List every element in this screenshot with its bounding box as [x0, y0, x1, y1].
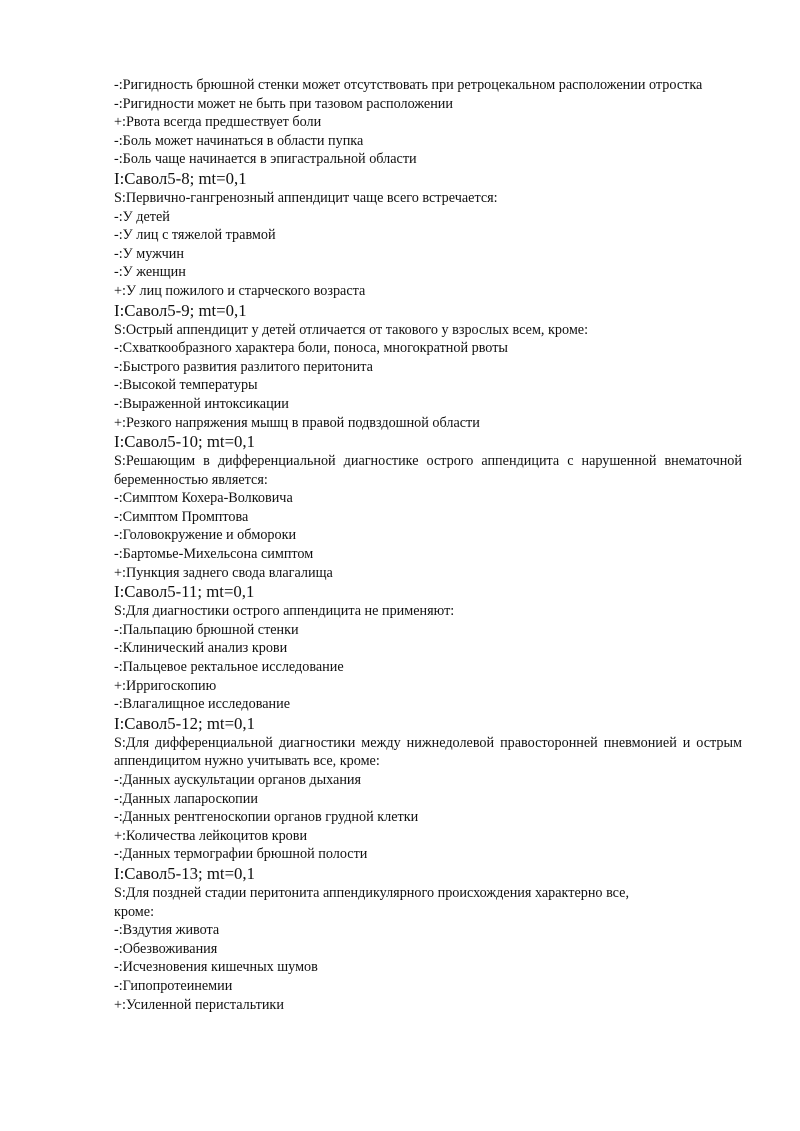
question-text: S:Первично-гангренозный аппендицит чаще всего встречается:: [114, 189, 498, 206]
answer-option: -:Бартомье-Михельсона симптом: [114, 546, 314, 563]
answer-option: -:У детей: [114, 208, 170, 225]
question-id: I:Савол5-10; mt=0,1: [114, 432, 256, 452]
answer-option: -:Пальпацию брюшной стенки: [114, 621, 299, 638]
answer-option: -:Высокой температуры: [114, 377, 258, 394]
answer-option: -:Головокружение и обмороки: [114, 527, 297, 544]
answer-option: -:Гипопротеинемии: [114, 977, 233, 994]
answer-option-correct: +:Усиленной перистальтики: [114, 996, 284, 1013]
question-text: S:Для диагностики острого аппендицита не применяют:: [114, 603, 455, 620]
question-id: I:Савол5-9; mt=0,1: [114, 300, 247, 320]
answer-option: -:Боль может начинаться в области пупка: [114, 132, 364, 149]
question-id: I:Савол5-13; mt=0,1: [114, 863, 256, 883]
answer-option-correct: +:Количества лейкоцитов крови: [114, 827, 308, 844]
answer-option-correct: +:Ирригоскопию: [114, 677, 217, 694]
answer-option: -:Данных аускультации органов дыхания: [114, 772, 362, 788]
answer-option: -:Вздутия живота: [114, 922, 220, 939]
answer-option: -:У женщин: [114, 264, 186, 281]
answer-option: -:Данных лапароскопии: [114, 790, 258, 807]
answer-option: -:Симптом Промптова: [114, 508, 249, 525]
answer-option: -:Обезвоживания: [114, 940, 218, 957]
question-id: I:Савол5-12; mt=0,1: [114, 713, 256, 733]
answer-option-correct: +:Пункция заднего свода влагалища: [114, 564, 333, 581]
answer-option-correct: +:Резкого напряжения мышц в правой подвздошной области: [114, 414, 480, 431]
question-id: I:Савол5-8; mt=0,1: [114, 168, 247, 188]
answer-option: -:Ригидность брюшной стенки может отсутствовать при ретроцекальном расположении отростка: [114, 77, 703, 93]
question-text-continued: кроме:: [114, 903, 155, 920]
document-page: [114, 76, 742, 1014]
answer-option: -:У лиц с тяжелой травмой: [114, 227, 276, 244]
answer-option-correct: +:Рвота всегда предшествует боли: [114, 114, 322, 131]
answer-option: -:Клинический анализ крови: [114, 640, 288, 657]
answer-option: -:Схваткообразного характера боли, поноса, многократной рвоты: [114, 340, 508, 357]
answer-option: -:Данных термографии брюшной полости: [114, 846, 368, 863]
answer-option: -:Симптом Кохера-Волковича: [114, 490, 293, 507]
question-text: S:Для дифференциальной диагностики между нижнедолевой правосторонней пневмонией и острым аппендицитом нужно учитывать все, кроме:: [114, 734, 742, 770]
question-id: I:Савол5-11; mt=0,1: [114, 582, 255, 602]
question-text: S:Для поздней стадии перитонита аппендикулярного происхождения характерно все,: [114, 884, 630, 901]
question-text: S:Решающим в дифференциальной диагностике острого аппендицита с нарушенной внематочной беременностью является:: [114, 453, 742, 488]
answer-option-correct: +:У лиц пожилого и старческого возраста: [114, 282, 366, 299]
answer-option: -:Пальцевое ректальное исследование: [114, 659, 344, 676]
answer-option: -:Ригидности может не быть при тазовом расположении: [114, 95, 453, 112]
question-text: S:Острый аппендицит у детей отличается от такового у взрослых всем, кроме:: [114, 321, 589, 338]
answer-option: -:Исчезновения кишечных шумов: [114, 959, 318, 976]
answer-option: -:Выраженной интоксикации: [114, 395, 289, 412]
answer-option: -:Влагалищное исследование: [114, 696, 291, 713]
answer-option: -:Данных рентгеноскопии органов грудной клетки: [114, 809, 419, 826]
answer-option: -:Быстрого развития разлитого перитонита: [114, 358, 373, 375]
answer-option: -:Боль чаще начинается в эпигастральной области: [114, 151, 417, 168]
answer-option: -:У мужчин: [114, 245, 184, 262]
